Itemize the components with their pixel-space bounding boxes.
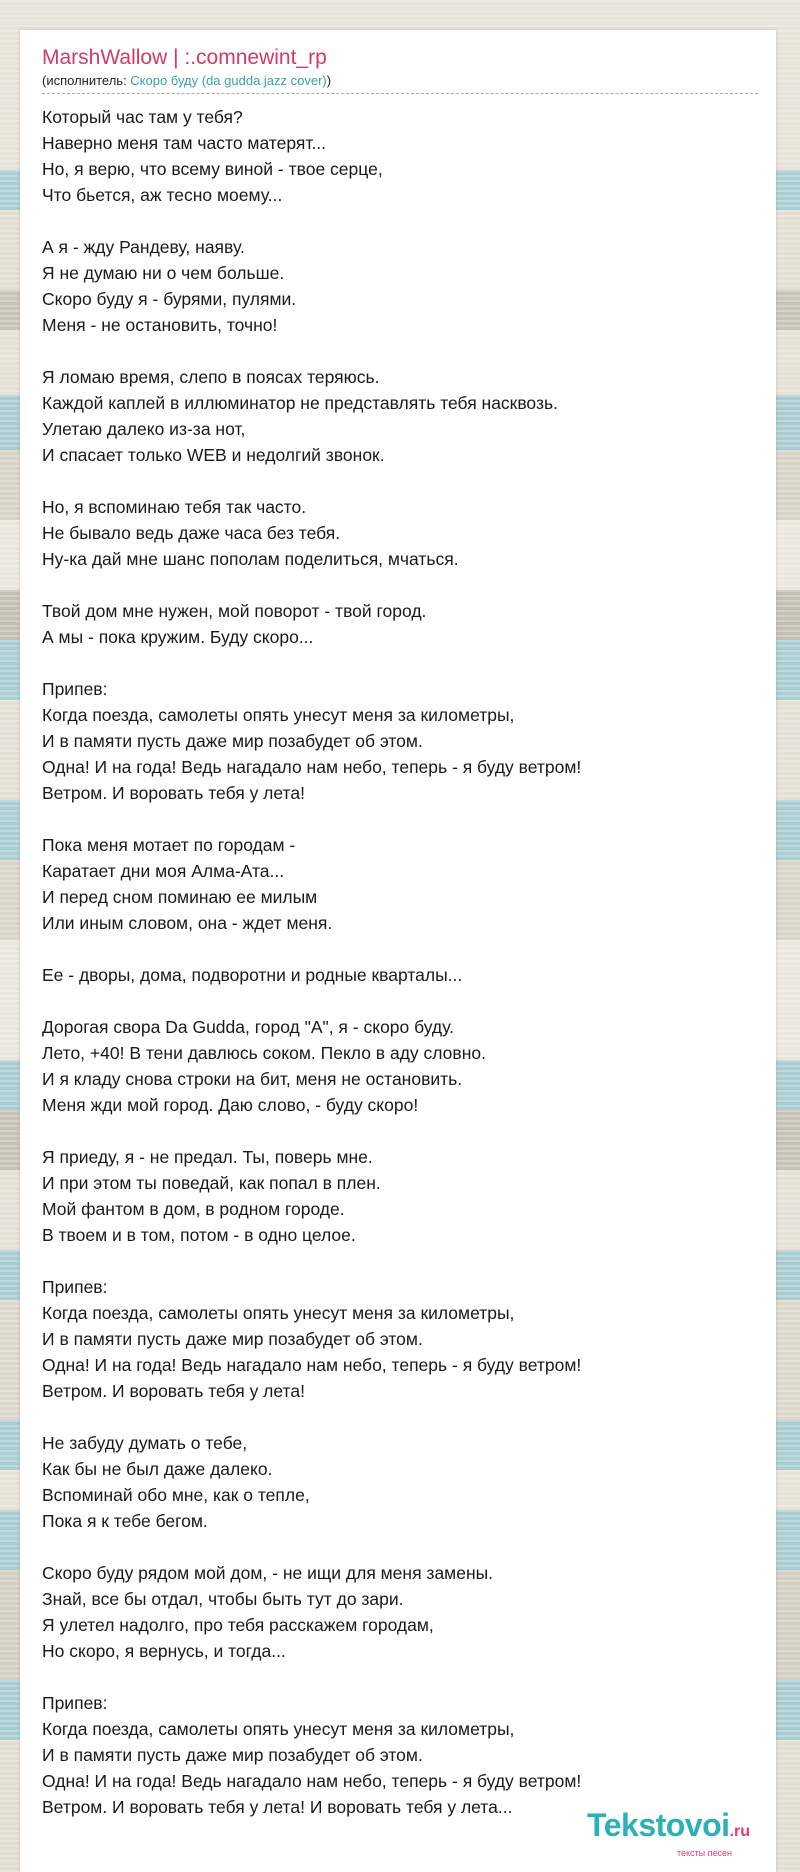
performer-prefix: (исполнитель: bbox=[42, 73, 131, 88]
lyrics-text: Который час там у тебя? Наверно меня там часто матерят... Но, я верю, что всему виной - твое серце, Что бьется, аж тесно моему... А я - жду Рандеву, наяву. Я не думаю ни о чем больше. Скоро буду я - бурями, пулями. Меня - не остановить, точно! Я ломаю время, слепо в поясах теряюсь. Каждой каплей в иллюминатор не представлять тебя насквозь. Улетаю далеко из-за нот, И спасает только WEB и недолгий звонок. Но, я вспоминаю тебя так часто. Не бывало ведь даже часа без тебя. Ну-ка дай мне шанс пополам поделиться, мчаться. Твой дом мне нужен, мой поворот - твой город. А мы - пока кружим. Буду скоро... Припев: Когда поезда, самолеты опять унесут меня за километры, И в памяти пусть даже мир позабудет об этом. Одна! И на года! Ведь нагадало нам небо, теперь - я буду ветром! Ветром. И воровать тебя у лета! Пока меня мотает по городам - Каратает дни моя Алма-Ата... И перед сном поминаю ее милым Или иным словом, она - ждет меня. Ее - дворы, дома, подворотни и родные кварталы... Дорогая свора Da Gudda, город "А", я - скоро буду. Лето, +40! В тени давлюсь соком. Пекло в аду словно. И я кладу снова строки на бит, меня не остановить. Меня жди мой город. Даю слово, - буду скоро! Я приеду, я - не предал. Ты, поверь мне. И при этом ты поведай, как попал в плен. Мой фантом в дом, в родном городе. В твоем и в том, потом - в одно целое. Припев: Когда поезда, самолеты опять унесут меня за километры, И в памяти пусть даже мир позабудет об этом. Одна! И на года! Ведь нагадало нам небо, теперь - я буду ветром! Ветром. И воровать тебя у лета! Не забуду думать о тебе, Как бы не был даже далеко. Вспоминай обо мне, как о тепле, Пока я к тебе бегом. Скоро буду рядом мой дом, - не ищи для меня замены. Знай, все бы отдал, чтобы быть тут до зари. Я улетел надолго, про тебя расскажем городам, Но скоро, я вернусь, и тогда... Припев: Когда поезда, самолеты опять унесут меня за километры, И в памяти пусть даже мир позабудет об этом. Одна! И на года! Ведь нагадало нам небо, теперь - я буду ветром! Ветром. И воровать тебя у лета! И воровать тебя у лета... bbox=[42, 107, 582, 1817]
lyrics-card bbox=[20, 30, 776, 1872]
logo-tagline: тексты песен bbox=[676, 1848, 732, 1858]
performer-line bbox=[42, 72, 758, 90]
logo-wordmark bbox=[550, 1809, 750, 1848]
header-divider bbox=[42, 93, 758, 94]
logo-name: Tekstovoi bbox=[587, 1807, 730, 1843]
page-title: MarshWallow | :.comnewint_rp bbox=[42, 46, 327, 69]
song-link[interactable]: Скоро буду (da gudda jazz cover) bbox=[130, 73, 327, 88]
performer-suffix: ) bbox=[326, 73, 332, 88]
logo-tld: .ru bbox=[729, 1823, 750, 1840]
song-header bbox=[42, 44, 758, 94]
site-logo[interactable] bbox=[550, 1809, 750, 1858]
